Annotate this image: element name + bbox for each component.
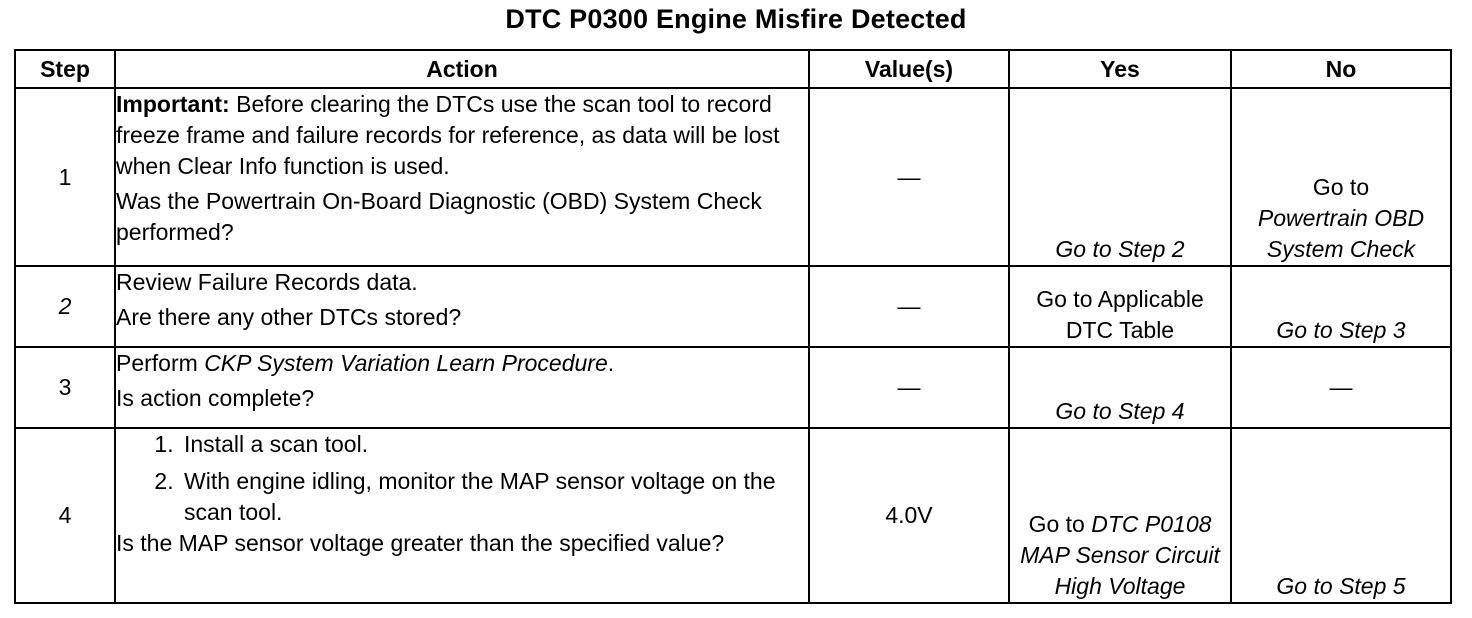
action-question: Was the Powertrain On-Board Diagnostic (OBD) System Check performed?: [116, 188, 762, 245]
diagnostic-table: [14, 49, 1452, 604]
action-question: Is the MAP sensor voltage greater than the specified value?: [116, 530, 725, 556]
step-number: 3: [15, 347, 115, 428]
action-instruction: [116, 348, 808, 379]
table-row: [15, 266, 1451, 347]
no-cell: [1231, 88, 1451, 266]
value-cell: 4.0V: [809, 428, 1009, 603]
table-row: [15, 88, 1451, 266]
header-values: Value(s): [809, 50, 1009, 88]
list-item: 2. With engine idling, monitor the MAP sensor voltage on the scan tool.: [180, 466, 808, 528]
table-row: [15, 428, 1451, 603]
no-link[interactable]: Go to Step 3: [1231, 266, 1451, 347]
action-cell: [115, 88, 809, 266]
action-cell: [115, 347, 809, 428]
value-cell: —: [809, 88, 1009, 266]
header-step: Step: [15, 50, 115, 88]
yes-prefix: Go to: [1028, 511, 1092, 537]
action-question: Is action complete?: [116, 385, 315, 411]
action-instruction: Review Failure Records data.: [116, 269, 418, 295]
yes-link[interactable]: Go to Step 2: [1009, 88, 1231, 266]
header-action: Action: [115, 50, 809, 88]
step-number: 2: [15, 266, 115, 347]
yes-link[interactable]: DTC P0108 MAP Sensor Circuit High Voltage: [1020, 511, 1220, 599]
yes-cell: [1009, 428, 1231, 603]
no-link[interactable]: Powertrain OBD System Check: [1257, 205, 1425, 262]
value-cell: —: [809, 266, 1009, 347]
procedure-link[interactable]: CKP System Variation Learn Procedure: [204, 350, 608, 376]
yes-link[interactable]: Go to Step 4: [1009, 347, 1231, 428]
action-cell: [115, 428, 809, 603]
important-note: [116, 89, 808, 182]
value-cell: —: [809, 347, 1009, 428]
action-cell: [115, 266, 809, 347]
header-yes: Yes: [1009, 50, 1231, 88]
header-no: No: [1231, 50, 1451, 88]
page-title: DTC P0300 Engine Misfire Detected: [505, 4, 967, 34]
step-number: 4: [15, 428, 115, 603]
list-item: 1. Install a scan tool.: [180, 429, 808, 460]
important-text: Before clearing the DTCs use the scan tool to record freeze frame and failure records for reference, as data will be lost when Clear Info function is used.: [116, 91, 780, 179]
action-question: Are there any other DTCs stored?: [116, 304, 462, 330]
no-cell: —: [1231, 347, 1451, 428]
important-label: Important:: [116, 91, 230, 117]
action-steps-list: [116, 429, 808, 528]
instruction-suffix: .: [607, 350, 615, 376]
no-link[interactable]: Go to Step 5: [1231, 428, 1451, 603]
table-row: [15, 347, 1451, 428]
yes-link[interactable]: Go to Applicable DTC Table: [1009, 266, 1231, 347]
header-row: [15, 50, 1451, 88]
step-number: 1: [15, 88, 115, 266]
instruction-prefix: Perform: [116, 350, 205, 376]
no-prefix: Go to: [1312, 174, 1370, 200]
